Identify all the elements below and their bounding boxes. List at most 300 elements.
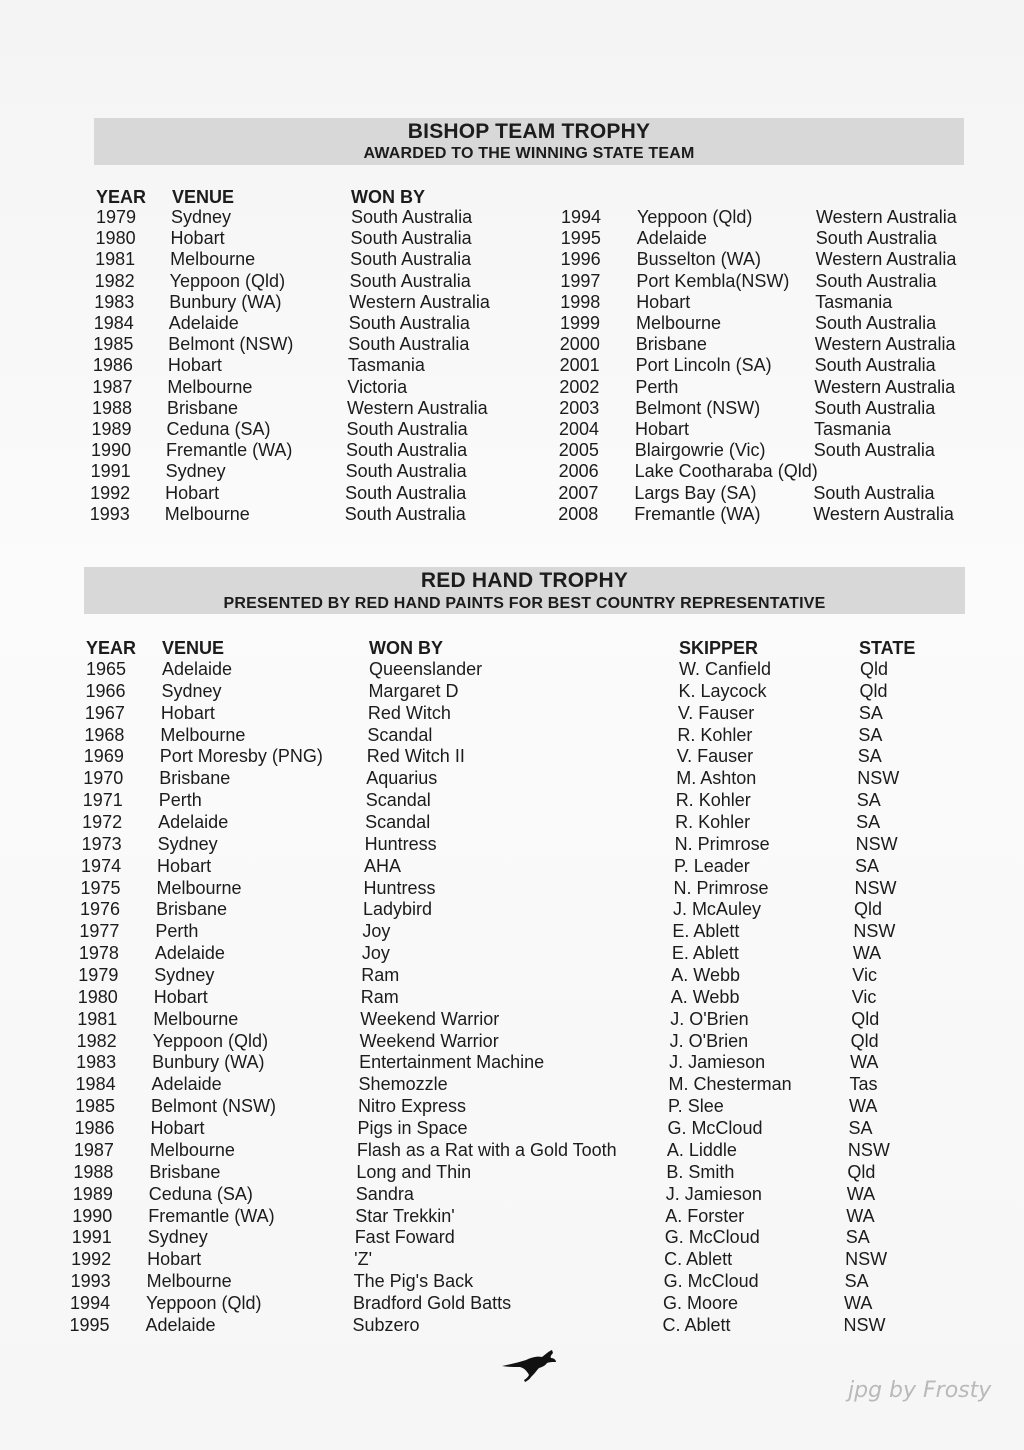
cell-venue: Yeppoon (Qld): [637, 207, 753, 227]
cell-year: 2002: [559, 376, 600, 397]
cell-venue: Melbourne: [146, 1271, 232, 1292]
cell-year: 1980: [77, 986, 118, 1007]
cell-year: 1970: [83, 768, 124, 789]
table-row: [0, 249, 1024, 270]
cell-venue: Adelaide: [168, 313, 239, 333]
table-row: [0, 1293, 1024, 1314]
table-row: [0, 659, 1024, 680]
cell-won-by: South Australia: [349, 270, 471, 291]
cell-year: 1981: [95, 249, 136, 270]
table-row: [0, 1118, 1024, 1139]
cell-won-by: South Australia: [344, 503, 466, 524]
table-row: [0, 899, 1024, 920]
cell-venue: Adelaide: [154, 943, 225, 964]
cell-venue: Belmont (NSW): [168, 334, 294, 355]
cell-skipper: R. Kohler: [675, 790, 751, 811]
cell-won-by: Joy: [362, 921, 391, 942]
cell-state: WA: [844, 1292, 873, 1313]
cell-year: 1971: [82, 790, 123, 811]
cell-venue: Brisbane: [155, 899, 227, 920]
cell-skipper: A. Webb: [671, 965, 741, 986]
cell-skipper: G. McCloud: [663, 1271, 759, 1292]
cell-venue: Brisbane: [635, 334, 707, 355]
cell-venue: Hobart: [636, 291, 691, 312]
cell-year: 2004: [559, 419, 600, 439]
cell-won-by: AHA: [364, 855, 402, 876]
cell-year: 2006: [558, 461, 599, 482]
cell-won-by: Western Australia: [813, 503, 954, 524]
cell-venue: Yeppoon (Qld): [169, 270, 286, 291]
cell-skipper: J. Jamieson: [665, 1183, 762, 1204]
table-row: [0, 1031, 1024, 1052]
cell-won-by: Huntress: [364, 833, 437, 854]
cell-year: 1984: [93, 313, 134, 333]
cell-venue: Melbourne: [167, 376, 253, 397]
cell-skipper: J. O'Brien: [670, 1008, 749, 1029]
cell-won-by: Weekend Warrior: [359, 1030, 499, 1051]
cell-venue: Hobart: [165, 482, 220, 503]
cell-year: 1992: [71, 1249, 112, 1270]
cell-won-by: South Australia: [813, 482, 935, 503]
cell-venue: Hobart: [157, 855, 212, 876]
bishop-header-won-by: WON BY: [351, 187, 425, 207]
cell-venue: Blairgowrie (Vic): [634, 440, 766, 461]
cell-won-by: Bradford Gold Batts: [353, 1292, 512, 1313]
cell-year: 1985: [75, 1096, 116, 1117]
cell-venue: Belmont (NSW): [151, 1096, 277, 1117]
cell-skipper: M. Ashton: [676, 768, 757, 789]
cell-year: 1981: [77, 1008, 118, 1029]
cell-venue: Busselton (WA): [636, 249, 761, 270]
table-row: [0, 1074, 1024, 1095]
cell-venue: Lake Cootharaba (Qld): [634, 461, 818, 482]
cell-state: NSW: [855, 833, 898, 854]
cell-state: SA: [845, 1227, 870, 1248]
cell-venue: Hobart: [167, 355, 222, 376]
cell-venue: Port Moresby (PNG): [159, 746, 323, 767]
cell-skipper: P. Leader: [674, 855, 750, 876]
table-row: [0, 921, 1024, 942]
cell-state: WA: [849, 1096, 878, 1117]
cell-state: WA: [852, 943, 882, 964]
cell-venue: Ceduna (SA): [148, 1183, 253, 1204]
cell-won-by: South Australia: [814, 355, 936, 376]
table-row: [0, 419, 1024, 440]
table-row: [0, 1271, 1024, 1292]
table-row: [0, 1206, 1024, 1227]
cell-won-by: South Australia: [345, 461, 467, 482]
cell-won-by: Entertainment Machine: [359, 1052, 545, 1073]
table-row: [0, 334, 1024, 355]
table-row: [0, 965, 1024, 986]
cell-state: Qld: [859, 680, 888, 701]
cell-won-by: Huntress: [363, 877, 436, 898]
cell-won-by: Long and Thin: [356, 1161, 472, 1182]
cell-year: 1999: [560, 313, 601, 333]
table-row: [0, 313, 1024, 334]
cell-won-by: Pigs in Space: [357, 1118, 468, 1139]
cell-venue: Largs Bay (SA): [634, 482, 757, 503]
red-hand-title: RED HAND TROPHY: [420, 569, 629, 592]
table-row: [0, 398, 1024, 419]
cell-skipper: A. Webb: [670, 986, 740, 1007]
cell-year: 1993: [89, 503, 130, 524]
cell-venue: Port Kembla(NSW): [636, 270, 790, 291]
cell-venue: Sydney: [157, 833, 218, 854]
cell-skipper: K. Laycock: [678, 680, 767, 701]
cell-year: 1995: [560, 228, 601, 249]
cell-venue: Adelaide: [636, 228, 707, 249]
cell-won-by: Queenslander: [369, 659, 483, 679]
table-row: [0, 725, 1024, 746]
cell-state: Tas: [849, 1074, 878, 1095]
cell-skipper: P. Slee: [668, 1096, 724, 1117]
cell-year: 1993: [70, 1271, 111, 1292]
cell-state: SA: [858, 702, 883, 723]
cell-year: 1984: [75, 1074, 116, 1095]
cell-year: 2000: [559, 334, 600, 355]
table-row: [0, 1162, 1024, 1183]
cell-venue: Brisbane: [159, 768, 231, 789]
table-row: [0, 746, 1024, 767]
cell-won-by: Victoria: [347, 376, 408, 397]
cell-state: SA: [856, 812, 881, 833]
cell-venue: Brisbane: [166, 397, 238, 418]
cell-won-by: Shemozzle: [358, 1074, 448, 1095]
cell-year: 1995: [69, 1314, 110, 1335]
cell-skipper: N. Primrose: [674, 833, 770, 854]
cell-won-by: Joy: [361, 943, 390, 964]
cell-won-by: Ram: [360, 986, 399, 1007]
photo-credit: jpg by Frosty: [848, 1378, 992, 1403]
cell-skipper: G. McCloud: [667, 1118, 763, 1139]
cell-won-by: South Australia: [348, 313, 470, 333]
red-hand-header-won-by: WON BY: [369, 638, 443, 658]
cell-year: 1997: [560, 270, 601, 291]
cell-won-by: Fast Foward: [354, 1227, 455, 1248]
cell-year: 1972: [82, 812, 123, 833]
cell-skipper: B. Smith: [666, 1161, 735, 1182]
cell-skipper: J. McAuley: [672, 899, 761, 920]
cell-venue: Hobart: [150, 1118, 205, 1139]
cell-state: NSW: [857, 768, 900, 789]
table-row: [0, 1315, 1024, 1336]
table-row: [0, 1249, 1024, 1270]
cell-state: NSW: [845, 1249, 888, 1270]
cell-state: SA: [857, 746, 882, 767]
cell-state: WA: [846, 1205, 875, 1226]
cell-won-by: Western Australia: [816, 207, 957, 227]
cell-venue: Melbourne: [156, 877, 242, 898]
table-row: [0, 292, 1024, 313]
cell-won-by: South Australia: [348, 334, 470, 355]
cell-won-by: Tasmania: [347, 355, 425, 376]
cell-state: SA: [848, 1118, 873, 1139]
cell-year: 1991: [71, 1227, 112, 1248]
cell-skipper: J. O'Brien: [669, 1030, 749, 1051]
cell-year: 1983: [94, 291, 135, 312]
table-row: [0, 878, 1024, 899]
cell-won-by: Western Australia: [815, 249, 957, 270]
cell-venue: Sydney: [154, 965, 215, 986]
cell-year: 1979: [96, 207, 137, 227]
table-row: [0, 1096, 1024, 1117]
cell-year: 1998: [560, 291, 601, 312]
red-hand-header-state: STATE: [859, 638, 916, 658]
cell-won-by: The Pig's Back: [353, 1271, 474, 1292]
cell-state: SA: [844, 1271, 869, 1292]
bishop-subtitle: AWARDED TO THE WINNING STATE TEAM: [363, 145, 695, 162]
cell-venue: Hobart: [153, 986, 208, 1007]
cell-state: WA: [846, 1183, 876, 1204]
cell-venue: Fremantle (WA): [166, 440, 293, 461]
table-row: [0, 1227, 1024, 1248]
cell-venue: Sydney: [171, 207, 232, 227]
cell-won-by: Nitro Express: [358, 1096, 467, 1117]
cell-state: SA: [856, 790, 881, 811]
cell-won-by: Star Trekkin': [355, 1205, 455, 1226]
bishop-header-venue: VENUE: [172, 187, 235, 207]
cell-skipper: E. Ablett: [672, 921, 740, 942]
cell-venue: Bunbury (WA): [152, 1052, 265, 1073]
cell-won-by: South Australia: [814, 397, 936, 418]
cell-state: NSW: [847, 1139, 890, 1160]
cell-year: 1975: [80, 877, 121, 898]
cell-won-by: Subzero: [352, 1314, 420, 1335]
table-row: [0, 856, 1024, 877]
cell-venue: Brisbane: [149, 1161, 221, 1182]
cell-won-by: Weekend Warrior: [360, 1008, 500, 1029]
cell-venue: Fremantle (WA): [148, 1205, 275, 1226]
cell-won-by: South Australia: [815, 228, 937, 249]
cell-year: 1982: [76, 1030, 117, 1051]
table-row: [0, 1184, 1024, 1205]
cell-won-by: South Australia: [350, 249, 472, 270]
table-row: [0, 207, 1024, 228]
table-row: [0, 790, 1024, 811]
cell-year: 2007: [558, 482, 599, 503]
cell-state: SA: [858, 724, 883, 745]
cell-won-by: South Australia: [813, 440, 935, 461]
cell-year: 1987: [73, 1139, 114, 1160]
cell-venue: Adelaide: [158, 812, 229, 833]
cell-year: 1974: [81, 855, 122, 876]
cell-year: 1992: [90, 482, 131, 503]
red-hand-subtitle: PRESENTED BY RED HAND PAINTS FOR BEST COUNTRY REPRESENTATIVE: [223, 595, 826, 612]
cell-venue: Melbourne: [160, 724, 246, 745]
cell-state: NSW: [854, 877, 897, 898]
cell-year: 1988: [91, 397, 132, 418]
table-row: [0, 987, 1024, 1008]
cell-venue: Sydney: [165, 461, 226, 482]
cell-skipper: E. Ablett: [671, 943, 739, 964]
cell-year: 1982: [94, 270, 135, 291]
cell-venue: Adelaide: [145, 1314, 216, 1335]
cell-year: 2005: [558, 440, 599, 461]
cell-venue: Adelaide: [162, 659, 233, 679]
cell-won-by: Tasmania: [815, 291, 893, 312]
cell-year: 1986: [74, 1118, 115, 1139]
cell-skipper: C. Ablett: [662, 1314, 731, 1335]
cell-skipper: R. Kohler: [677, 724, 753, 745]
cell-year: 1968: [84, 724, 125, 745]
cell-won-by: Red Witch: [367, 702, 451, 723]
cell-won-by: Red Witch II: [366, 746, 465, 767]
cell-won-by: Western Australia: [349, 291, 490, 312]
cell-won-by: Scandal: [367, 724, 433, 745]
cell-year: 1994: [561, 207, 602, 227]
cell-won-by: Western Australia: [346, 397, 488, 418]
cell-won-by: South Australia: [815, 270, 937, 291]
cell-skipper: G. Moore: [663, 1292, 739, 1313]
cell-venue: Fremantle (WA): [634, 503, 761, 524]
cell-state: WA: [850, 1052, 879, 1073]
cell-won-by: Margaret D: [368, 680, 459, 701]
cell-skipper: C. Ablett: [664, 1249, 733, 1270]
cell-year: 1980: [95, 228, 136, 249]
cell-skipper: A. Liddle: [666, 1139, 737, 1160]
cell-won-by: Scandal: [365, 790, 431, 811]
table-row: [0, 1140, 1024, 1161]
cell-year: 1983: [76, 1052, 117, 1073]
red-hand-header-venue: VENUE: [162, 638, 225, 658]
cell-skipper: R. Kohler: [675, 812, 751, 833]
cell-state: NSW: [853, 921, 896, 942]
cell-won-by: South Australia: [346, 419, 468, 439]
cell-state: Vic: [852, 965, 877, 986]
cell-year: 1991: [90, 461, 131, 482]
cell-venue: Port Lincoln (SA): [635, 355, 772, 376]
cell-skipper: A. Forster: [665, 1205, 745, 1226]
cell-won-by: South Australia: [345, 482, 467, 503]
cell-state: Qld: [853, 899, 882, 920]
cell-skipper: V. Fauser: [677, 702, 755, 723]
cell-year: 1966: [85, 680, 126, 701]
cell-year: 1976: [79, 899, 120, 920]
cell-state: Qld: [851, 1008, 880, 1029]
cell-venue: Melbourne: [164, 503, 250, 524]
cell-won-by: 'Z': [354, 1249, 373, 1270]
cell-year: 1989: [91, 419, 132, 439]
cell-venue: Bunbury (WA): [169, 291, 282, 312]
cell-skipper: W. Canfield: [679, 659, 772, 679]
table-row: [0, 1009, 1024, 1030]
table-row: [0, 461, 1024, 482]
cell-year: 1977: [79, 921, 120, 942]
table-row: [0, 943, 1024, 964]
kangaroo-icon: [500, 1346, 558, 1384]
cell-year: 1978: [78, 943, 119, 964]
cell-won-by: South Australia: [350, 228, 472, 249]
red-hand-header-skipper: SKIPPER: [679, 638, 759, 658]
table-row: [0, 440, 1024, 461]
cell-venue: Melbourne: [153, 1008, 239, 1029]
cell-venue: Hobart: [635, 419, 690, 439]
cell-won-by: Western Australia: [814, 334, 956, 355]
cell-venue: Hobart: [147, 1249, 202, 1270]
cell-state: NSW: [843, 1314, 886, 1335]
cell-skipper: V. Fauser: [676, 746, 754, 767]
cell-year: 1990: [91, 440, 132, 461]
cell-year: 1979: [78, 965, 119, 986]
red-hand-banner: [84, 567, 965, 614]
table-row: [0, 703, 1024, 724]
table-row: [0, 504, 1024, 525]
cell-won-by: Sandra: [355, 1183, 414, 1204]
cell-skipper: G. McCloud: [664, 1227, 760, 1248]
cell-venue: Perth: [158, 790, 202, 811]
cell-venue: Ceduna (SA): [166, 419, 271, 439]
cell-year: 2003: [559, 397, 600, 418]
cell-venue: Adelaide: [151, 1074, 222, 1095]
cell-state: SA: [855, 855, 880, 876]
cell-year: 2008: [558, 503, 599, 524]
table-row: [0, 812, 1024, 833]
cell-venue: Yeppoon (Qld): [146, 1292, 262, 1313]
table-row: [0, 483, 1024, 504]
cell-state: Qld: [850, 1030, 879, 1051]
table-row: [0, 271, 1024, 292]
cell-year: 1967: [84, 702, 125, 723]
cell-venue: Belmont (NSW): [635, 397, 761, 418]
cell-won-by: South Australia: [351, 207, 473, 227]
cell-year: 1994: [70, 1292, 111, 1313]
cell-year: 1969: [83, 746, 124, 767]
cell-venue: Melbourne: [636, 313, 722, 333]
cell-year: 1965: [86, 659, 127, 679]
cell-year: 1989: [72, 1183, 113, 1204]
bishop-banner: [94, 118, 964, 165]
cell-year: 1990: [72, 1205, 113, 1226]
cell-state: Vic: [851, 986, 877, 1007]
table-row: [0, 834, 1024, 855]
table-row: [0, 228, 1024, 249]
cell-won-by: Flash as a Rat with a Gold Tooth: [356, 1139, 617, 1160]
table-row: [0, 768, 1024, 789]
cell-skipper: N. Primrose: [673, 877, 769, 898]
table-row: [0, 681, 1024, 702]
cell-venue: Hobart: [170, 228, 225, 249]
cell-state: Qld: [847, 1161, 876, 1182]
cell-won-by: Ram: [361, 965, 400, 986]
cell-year: 1987: [92, 376, 133, 397]
cell-venue: Sydney: [161, 680, 222, 701]
table-row: [0, 355, 1024, 376]
cell-won-by: Western Australia: [814, 376, 956, 397]
cell-year: 1996: [560, 249, 601, 270]
red-hand-header-year: YEAR: [86, 638, 137, 658]
cell-venue: Hobart: [160, 702, 215, 723]
cell-year: 1988: [73, 1161, 114, 1182]
cell-year: 1973: [81, 833, 122, 854]
table-row: [0, 377, 1024, 398]
cell-won-by: South Australia: [346, 440, 468, 461]
cell-venue: Melbourne: [170, 249, 256, 270]
cell-venue: Melbourne: [149, 1139, 235, 1160]
cell-year: 2001: [559, 355, 600, 376]
cell-year: 1986: [92, 355, 133, 376]
cell-won-by: Aquarius: [366, 768, 438, 789]
bishop-header-year: YEAR: [96, 187, 147, 207]
bishop-title: BISHOP TEAM TROPHY: [407, 120, 651, 143]
cell-venue: Yeppoon (Qld): [152, 1030, 269, 1051]
cell-venue: Sydney: [147, 1227, 208, 1248]
table-row: [0, 1052, 1024, 1073]
cell-venue: Perth: [155, 921, 199, 942]
cell-won-by: Ladybird: [362, 899, 432, 920]
cell-state: Qld: [860, 659, 889, 679]
cell-won-by: Scandal: [365, 812, 431, 833]
